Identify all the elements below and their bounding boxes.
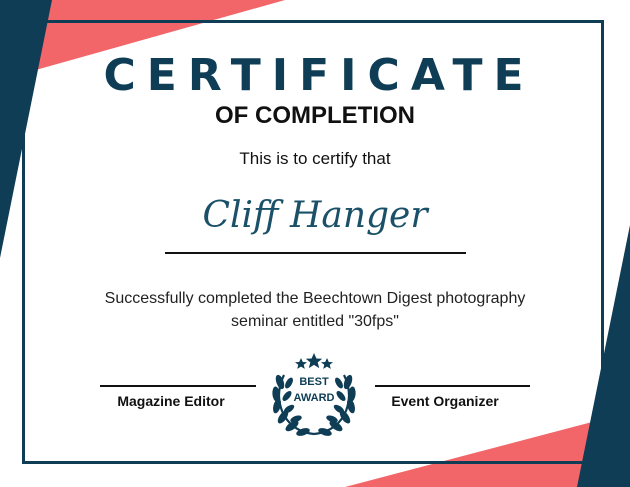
completion-description: Successfully completed the Beechtown Digest photography seminar entitled "30fps"	[104, 290, 526, 330]
right-signature-line	[375, 385, 530, 387]
badge-line-award: AWARD	[293, 392, 335, 404]
star-icon	[295, 353, 333, 369]
left-signature-line	[100, 385, 256, 387]
event-organizer-label: Event Organizer	[391, 393, 499, 409]
certificate-title: CERTIFICATE	[103, 50, 535, 101]
badge-line-best: BEST	[299, 376, 329, 388]
recipient-underline	[165, 252, 466, 254]
certify-intro-text: This is to certify that	[239, 149, 391, 168]
certificate-subtitle: OF COMPLETION	[215, 102, 415, 129]
recipient-name: Cliff Hanger	[202, 195, 428, 236]
magazine-editor-label: Magazine Editor	[117, 393, 225, 409]
